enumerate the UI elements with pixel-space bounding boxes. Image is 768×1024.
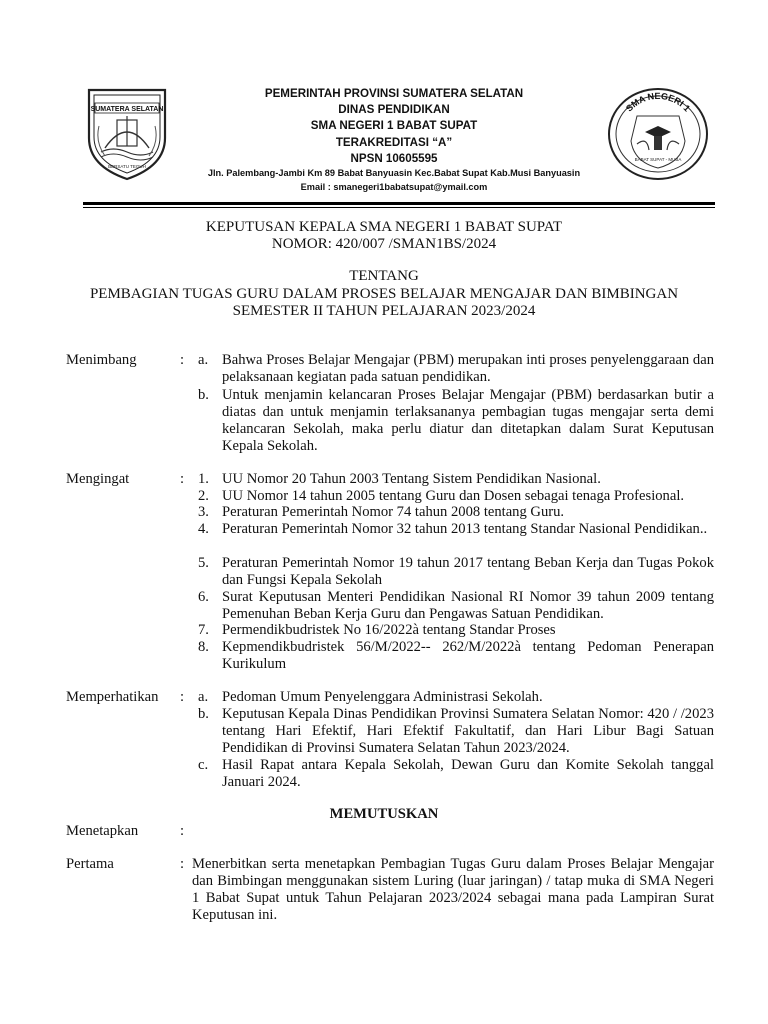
menimbang-item xyxy=(198,352,714,386)
item-marker: 1. xyxy=(198,471,209,487)
letterhead-divider-thin xyxy=(83,207,715,208)
item-marker: 3. xyxy=(198,504,209,520)
menetapkan-label: Menetapkan xyxy=(66,823,139,839)
item-text: UU Nomor 20 Tahun 2003 Tentang Sistem Pendidikan Nasional. xyxy=(222,471,601,487)
item-marker: 4. xyxy=(198,521,209,537)
memperhatikan-item xyxy=(198,689,714,706)
menimbang-label: Menimbang xyxy=(66,352,137,368)
mengingat-item xyxy=(198,639,714,673)
decision-heading: MEMUTUSKAN xyxy=(329,806,439,822)
memperhatikan-item xyxy=(198,706,714,757)
item-text: UU Nomor 14 tahun 2005 tentang Guru dan Dosen sebagai tenaga Profesional. xyxy=(222,488,685,504)
mengingat-label: Mengingat xyxy=(66,471,130,487)
item-text: Kepmendikbudristek 56/M/2022-- 262/M/2022à tentang Pedoman Penerapan Kurikulum xyxy=(222,639,714,672)
letterhead-divider-thick xyxy=(83,202,715,205)
mengingat-colon: : xyxy=(180,471,185,487)
letterhead-address: Jln. Palembang-Jambi Km 89 Babat Banyuasin Kec.Babat Supat Kab.Musi Banyuasin xyxy=(207,168,581,179)
item-text: Peraturan Pemerintah Nomor 74 tahun 2008 tentang Guru. xyxy=(222,504,565,520)
pertama-label: Pertama xyxy=(66,856,114,872)
item-marker: a. xyxy=(198,352,209,368)
item-text: Peraturan Pemerintah Nomor 32 tahun 2013 tentang Standar Nasional Pendidikan.. xyxy=(222,521,708,537)
mengingat-item xyxy=(198,521,714,538)
menimbang-item xyxy=(198,387,714,455)
letterhead-line-accreditation: TERAKREDITASI “A” xyxy=(335,135,453,149)
mengingat-item xyxy=(198,488,714,505)
item-marker: 5. xyxy=(198,555,209,571)
item-marker: 8. xyxy=(198,639,209,655)
mengingat-item xyxy=(198,555,714,589)
item-text: Pedoman Umum Penyelenggara Administrasi Sekolah. xyxy=(222,689,543,705)
letterhead-line-agency: DINAS PENDIDIKAN xyxy=(338,103,450,117)
letterhead-line-government: PEMERINTAH PROVINSI SUMATERA SELATAN xyxy=(264,87,524,100)
pertama-colon: : xyxy=(180,856,185,872)
mengingat-item xyxy=(198,504,714,521)
letterhead-line-school: SMA NEGERI 1 BABAT SUPAT xyxy=(310,119,478,133)
item-marker: a. xyxy=(198,689,209,705)
item-text: Keputusan Kepala Dinas Pendidikan Provinsi Sumatera Selatan Nomor: 420 / /2023 tentang Hari Efektif, Hari Efektif Fakultatif, dan Hari Libur Bagi Satuan Pendidikan di Provinsi Sumatera Selatan Tahun 2023/2024. xyxy=(222,706,714,756)
letterhead-line-npsn: NPSN 10605595 xyxy=(350,151,438,165)
item-marker: 7. xyxy=(198,622,209,638)
letterhead-text xyxy=(185,86,603,194)
item-marker: b. xyxy=(198,387,209,403)
item-marker: 6. xyxy=(198,589,209,605)
memperhatikan-colon: : xyxy=(180,689,185,705)
provincial-emblem-logo xyxy=(83,86,171,182)
item-marker: 2. xyxy=(198,488,209,504)
item-text: Bahwa Proses Belajar Mengajar (PBM) merupakan inti proses penyelenggaraan dan pelaksanaan kegiatan pada satuan pendidikan. xyxy=(222,352,714,385)
decree-semester: SEMESTER II TAHUN PELAJARAN 2023/2024 xyxy=(232,303,536,319)
item-text: Peraturan Pemerintah Nomor 19 tahun 2017 tentang Beban Kerja dan Tugas Pokok dan Fungsi Kepala Sekolah xyxy=(222,555,714,588)
decree-number: NOMOR: 420/007 /SMAN1BS/2024 xyxy=(271,236,497,252)
school-logo-subtitle: BABAT SUPAT - MUBA xyxy=(634,157,682,162)
decree-title: KEPUTUSAN KEPALA SMA NEGERI 1 BABAT SUPAT xyxy=(205,219,563,235)
mengingat-item xyxy=(198,471,714,488)
item-marker: c. xyxy=(198,757,209,773)
school-logo xyxy=(607,86,710,182)
emblem-motto-text: BERSATU TEGUH xyxy=(108,164,146,169)
menetapkan-colon: : xyxy=(180,823,185,839)
letterhead-email: Email : smanegeri1babatsupat@ymail.com xyxy=(300,181,488,192)
item-text: Untuk menjamin kelancaran Proses Belajar Mengajar (PBM) berdasarkan butir a diatas dan untuk menjamin terlaksananya pembagian tugas mengajar serta demi kelancaran Sekolah, maka perlu diatur dan ditetapkan dalam Surat Keputusan Kepala Sekolah. xyxy=(222,387,714,454)
decree-subject-heading: TENTANG xyxy=(349,268,419,284)
item-text: Permendikbudristek No 16/2022à tentang Standar Proses xyxy=(222,622,556,638)
menimbang-colon: : xyxy=(180,352,185,368)
school-logo-name: SMA NEGERI 1 xyxy=(623,90,693,114)
emblem-banner-text: SUMATERA SELATAN xyxy=(90,106,164,113)
item-text: Surat Keputusan Menteri Pendidikan Nasional RI Nomor 39 tahun 2009 tentang Pemenuhan Beban Kerja Guru dan Pengawas Satuan Pendidikan. xyxy=(222,589,714,622)
item-text: Hasil Rapat antara Kepala Sekolah, Dewan Guru dan Komite Sekolah tanggal Januari 2024. xyxy=(222,757,714,790)
item-marker: b. xyxy=(198,706,209,722)
memperhatikan-label: Memperhatikan xyxy=(66,689,159,705)
mengingat-item xyxy=(198,622,714,639)
mengingat-item xyxy=(198,589,714,623)
pertama-text: Menerbitkan serta menetapkan Pembagian Tugas Guru dalam Proses Belajar Mengajar dan Bimbingan menggunakan sistem Luring (luar jaringan) / tatap muka di SMA Negeri 1 Babat Supat untuk Tahun Pelajaran 2023/2024 sebagai mana pada Lampiran Surat Keputusan ini. xyxy=(192,856,714,923)
memperhatikan-item xyxy=(198,757,714,791)
decree-subject: PEMBAGIAN TUGAS GURU DALAM PROSES BELAJAR MENGAJAR DAN BIMBINGAN xyxy=(89,286,679,302)
